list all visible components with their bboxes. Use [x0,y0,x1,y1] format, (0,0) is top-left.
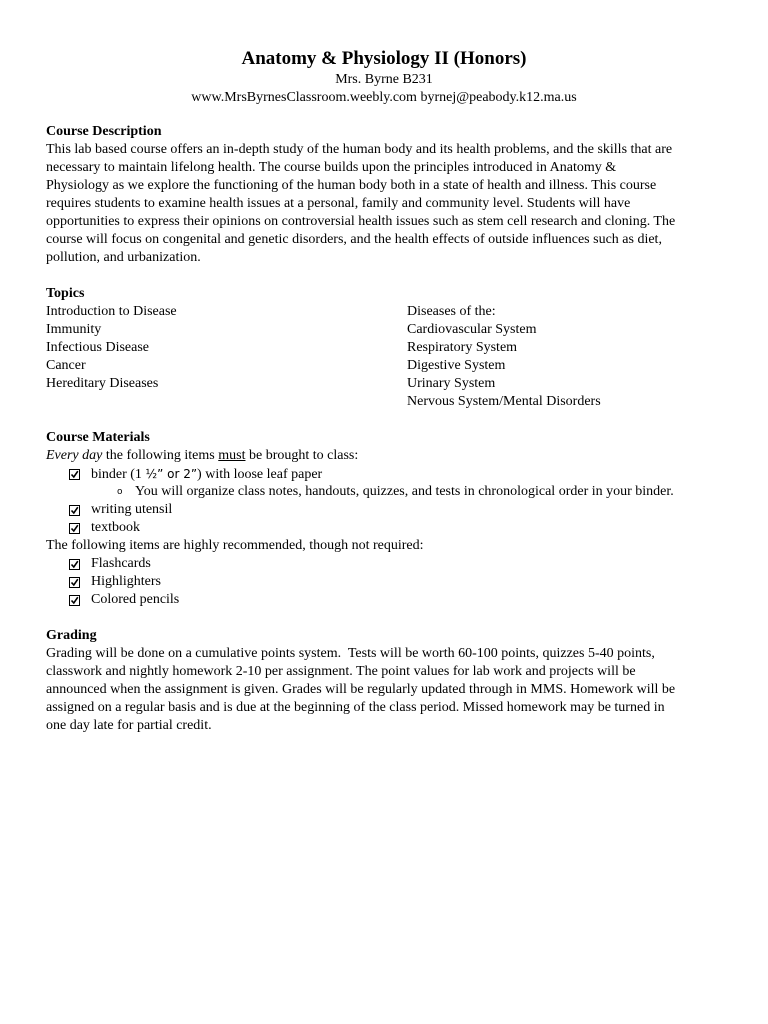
course-description-heading: Course Description [46,124,162,139]
description-line: Physiology as we explore the functioning of the human body both in a state of health and illness. This course [46,178,657,193]
binder-size: ½” or 2” [145,466,198,481]
recommended-item-label: Colored pencils [91,592,180,607]
every-day-emphasis: Every day [46,448,103,463]
required-item [46,501,726,519]
recommended-item [46,573,726,591]
grading-line: one day late for partial credit. [46,718,212,733]
topic-item: Infectious Disease [46,340,150,355]
required-item-label: writing utensil [91,502,173,517]
topic-item: Digestive System [407,358,506,373]
topics-list [46,303,726,411]
binder-text: binder (1 [91,466,146,482]
topic-item: Cancer [46,358,86,373]
page-title: Anatomy & Physiology II (Honors) [241,48,527,69]
document-body [46,123,726,735]
checkbox-checked-icon [69,577,80,588]
topic-item: Urinary System [407,376,496,391]
checkbox-checked-icon [69,559,80,570]
topic-item: Hereditary Diseases [46,376,159,391]
topic-item: Respiratory System [407,340,518,355]
grading-line: announced when the assignment is given. Grades will be regularly updated through in MMS. Homework will be [46,682,676,697]
checkbox-checked-icon [69,505,80,516]
teacher-line: Mrs. Byrne B231 [335,72,433,87]
description-line: opportunities to express their opinions on controversial health issues such as stem cell research and cloning. The [46,214,676,229]
binder-text-end: ) with loose leaf paper [197,466,323,482]
required-item [46,519,726,537]
checkbox-checked-icon [69,595,80,606]
topic-item: Immunity [46,322,102,337]
course-description-text [46,141,726,267]
circle-bullet-icon: o [117,487,123,497]
recommended-item [46,591,726,609]
binder-sub-item [46,483,726,501]
contact-line: www.MrsByrnesClassroom.weebly.com byrnej@peabody.k12.ma.us [191,90,577,105]
grading-line: classwork and nightly homework 2-10 per assignment. The point values for lab work and projects will be [46,664,636,679]
every-day-text-end: be brought to class: [245,448,359,463]
recommended-item [46,555,726,573]
description-line: requires students to examine health issues at a personal, family and community level. Students will have [46,196,631,211]
checkbox-checked-icon [69,523,80,534]
every-day-line [46,447,726,465]
required-item-label: textbook [91,520,140,535]
description-line: necessary to maintain lifelong health. The course builds upon the principles introduced in Anatomy & [46,160,617,175]
recommended-item-label: Highlighters [91,574,161,589]
grading-text [46,645,726,735]
binder-sub-text: You will organize class notes, handouts, quizzes, and tests in chronological order in your binder. [135,484,674,499]
recommended-intro: The following items are highly recommended, though not required: [46,538,424,553]
binder-item [91,465,322,484]
document-header [0,47,768,107]
every-day-text: the following items [102,448,219,463]
description-line: course will focus on congenital and genetic disorders, and the health effects of outside influences such as diet, [46,232,662,247]
must-underline: must [218,448,246,463]
topic-item: Diseases of the: [407,304,496,319]
required-item [46,465,726,483]
grading-line: assigned on a regular basis and is due at the beginning of the class period. Missed homework may be turned in [46,700,665,715]
topic-item: Cardiovascular System [407,322,537,337]
topics-heading: Topics [46,286,85,301]
grading-line: Grading will be done on a cumulative points system. Tests will be worth 60-100 points, quizzes 5-40 points, [46,646,655,661]
topics-left-column [46,303,407,411]
course-materials-heading: Course Materials [46,430,150,445]
grading-heading: Grading [46,628,97,643]
topics-right-column [407,303,726,411]
topic-item: Nervous System/Mental Disorders [407,394,601,409]
topic-item: Introduction to Disease [46,304,177,319]
checkbox-checked-icon [69,469,80,480]
description-line: This lab based course offers an in-depth study of the human body and its health problems, and the skills that are [46,142,673,157]
recommended-item-label: Flashcards [91,556,151,571]
description-line: pollution, and urbanization. [46,250,201,265]
